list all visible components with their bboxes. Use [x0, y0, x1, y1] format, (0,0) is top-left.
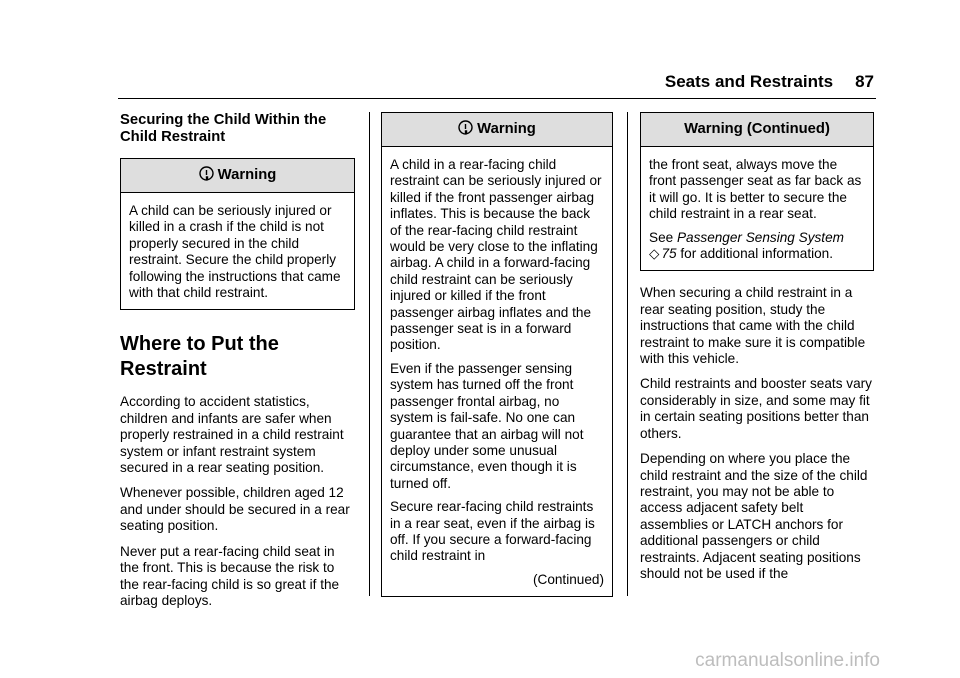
- paragraph: Depending on where you place the child restraint and the size of the child restraint, you may not be able to access adjacent safety belt assemblies or LATCH anchors for additional passengers or child restraints. Adjacent seating positions should not be used if the: [640, 451, 868, 581]
- warning-header: [121, 159, 354, 193]
- paragraph: Child restraints and booster seats vary considerably in size, and some may fit in certain seating positions better than others.: [640, 376, 872, 441]
- warning-text: A child can be seriously injured or killed in a crash if the child is not properly secured in the child restraint. Secure the child properly following the instructions that came with that child restraint.: [129, 203, 341, 301]
- warning-body: [121, 193, 354, 309]
- watermark: carmanualsonline.info: [695, 650, 880, 671]
- warning-box: [640, 112, 874, 271]
- warning-body: [382, 147, 612, 596]
- warning-heading: Warning: [217, 167, 277, 183]
- column-1: [120, 112, 355, 618]
- warning-paragraph: Secure rear-facing child restraints in a rear seat, even if the airbag is off. If you secure a forward-facing child restraint in: [390, 499, 595, 564]
- warning-header: [382, 113, 612, 147]
- warning-header: [641, 113, 873, 147]
- warning-icon: [458, 115, 473, 148]
- reference-link[interactable]: Passenger Sensing System: [676, 229, 844, 245]
- column-divider: [369, 112, 370, 596]
- header-rule: [118, 98, 876, 99]
- see-reference: See Passenger Sensing System ◇ 75 for additional information.: [649, 229, 844, 262]
- column-2: [381, 112, 613, 597]
- reference-page[interactable]: 75: [661, 246, 677, 262]
- warning-heading: Warning (Continued): [684, 121, 830, 137]
- subheading: Securing the Child Within the Child Restraint: [120, 112, 327, 145]
- warning-box: [381, 112, 613, 597]
- warning-icon: [199, 161, 214, 194]
- warning-paragraph: the front seat, always move the front passenger seat as far back as it will go. It is better to secure the child restraint in a rear seat.: [649, 157, 862, 222]
- paragraph: Whenever possible, children aged 12 and under should be secured in a rear seating position.: [120, 485, 350, 534]
- page-header: [620, 72, 874, 92]
- section-title: Where to Put the Restraint: [120, 333, 279, 381]
- warning-paragraph: A child in a rear-facing child restraint can be seriously injured or killed if the front passenger airbag inflates. This is because the back of the rear-facing child restraint would be very close to the inflating airbag. A child in a forward-facing child restraint can be seriously injured or killed if the front passenger airbag inflates and the passenger seat is in a forward position.: [390, 157, 602, 353]
- paragraph: Never put a rear-facing child seat in the front. This is because the risk to the rear-facing child is so great if the airbag deploys.: [120, 543, 340, 608]
- paragraph: When securing a child restraint in a rear seating position, study the instructions that came with the child restraint to make sure it is compatible with this vehicle.: [640, 285, 866, 367]
- page-number: 87: [855, 72, 874, 91]
- header-title: Seats and Restraints: [664, 72, 834, 91]
- warning-body: [641, 147, 873, 270]
- column-divider: [627, 112, 628, 596]
- warning-box: [120, 158, 355, 310]
- paragraph: According to accident statistics, children and infants are safer when properly restrained in a child restraint system or infant restraint system secured in a rear seating position.: [120, 394, 344, 476]
- continued-label: (Continued): [532, 571, 604, 587]
- column-3: [640, 112, 874, 591]
- page-reference-icon: ◇: [649, 246, 660, 262]
- warning-heading: Warning: [477, 121, 536, 137]
- warning-paragraph: Even if the passenger sensing system has turned off the front passenger frontal airbag, no system is fail-safe. No one can guarantee that an airbag will not deploy under some unusual circumstance, even though it is turned off.: [390, 360, 584, 491]
